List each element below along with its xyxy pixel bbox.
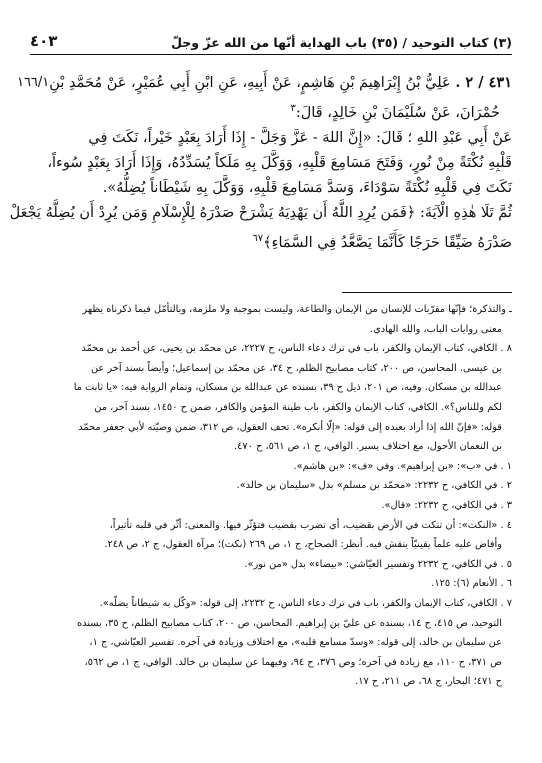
- hadith-text: [9, 70, 512, 288]
- footnote-line: التوحيد، ص ٤١٥، ح ١٤، بسنده عن عليّ بن إبراهيم. المحاسن، ص ٢٠٠، كتاب مصابيح الظلم، ح ٣٥، بسنده: [77, 617, 502, 629]
- footnote-marker-6: ٦: [252, 232, 258, 244]
- footnote-line: عبدالله بن مسكان. وفيه، ص ٢٠١، ذيل ح ٣٩، بسنده عن عبدالله بن مسكان، وتمام الرواية فيه: «يا ثابت ما: [73, 382, 502, 394]
- footnote-line: عن سليمان بن خالد، إلى قوله: «وسدّ مسامع قلبه»، مع اختلاف وزيادة في آخره. تفسير العيّاشي، ج ١،: [89, 637, 502, 649]
- footnote-line: ٨ . الكافي، كتاب الإيمان والكفر، باب في ترك دعاء الناس، ح ٢٢٢٧، عن محمّد بن يحيى، عن أحمد بن محمّد: [81, 343, 512, 355]
- running-title: (٣) كتاب التوحيد / (٣٥) باب الهداية أنّها من الله عزّ وجلّ: [171, 35, 512, 50]
- matn-line-1: [30, 126, 512, 151]
- footnote-line: ٢ . في الكافي، ح ٢٢٣٢: «محمّد بن مسلم» بدل «سليمان بن خالد».: [236, 480, 512, 492]
- footnote-line: ٤ . «النكت»: أن تنكت في الأرض بقضيب، أي تضرب بقضيب فتؤثّر فيها. والمعنى: أثّر في قلبه تأثيراً،: [109, 519, 512, 531]
- footnote-line: وأفاض عليه علماً يقينيّاً ينقش فيه. أنظر: الصحاح، ج ١، ص ٢٦٩ (نكت)؛ مرآة العقول، ج ٢، ص ٢٤٨.: [104, 539, 502, 551]
- volume-reference: ١٦٦/١: [16, 75, 50, 90]
- isnad-line-2: [30, 96, 512, 126]
- matn-line-2: [30, 151, 512, 176]
- matn-line-5: [30, 226, 512, 256]
- matn-text-4: ثُمَّ تَلَا هٰذِهِ الْآيَةَ: ﴿فَمَن يُرِدِ اللَّهُ أَن يَهْدِيَهُ يَشْرَحْ صَدْرَهُ لِلْإِسْلَامِ وَمَن يُرِدْ أَن يُضِلَّهُ يَجْعَلْ: [9, 204, 512, 221]
- isnad-line-1: [16, 70, 512, 96]
- footnote-line: ٦ . الأنعام (٦): ١٢٥.: [431, 578, 512, 590]
- footnote-line: ٣ . في الكافي، ح ٢٢٣٢: «قال».: [381, 499, 512, 511]
- matn-line-4: [9, 201, 512, 226]
- footnote-line: معنى روايات الباب، والله الهادي.: [370, 323, 502, 335]
- matn-text-3: نَكَتَ فِي قَلْبِهِ نُكْتَةً سَوْدَاءَ، وَسَدَّ مَسَامِعَ قَلْبِهِ، وَوَكَّلَ بِهِ شَيْطَاناً يُضِلُّهُ».: [102, 179, 512, 196]
- matn-text-5: صَدْرَهُ ضَيِّقًا حَرَجًا كَأَنَّمَا يَصَّعَّدُ فِي السَّمَاءِ﴾: [263, 234, 512, 251]
- page-header: [30, 28, 512, 55]
- isnad-text-1: عَلِيُّ بْنُ إِبْرَاهِيمَ بْنِ هَاشِمٍ، عَنْ أَبِيهِ، عَنِ ابْنِ أَبِي عُمَيْرٍ، عَنْ مُحَمَّدِ بْنِ: [49, 75, 451, 91]
- page-number: ٤٠٣: [30, 32, 58, 50]
- footnote-line: قوله: «فإنّ الله إذا أراد بعبده إلى قوله: «إلّا أنكره». تحف العقول، ص ٣١٢، ضمن وصيّته لأبي جعفر محمّد: [78, 421, 502, 433]
- footnote-line: لكم وللناس؟». الكافي، كتاب الإيمان والكفر، باب طينة المؤمن والكافر، ضمن ح ١٤٥٠، بسند آخر، من: [94, 401, 502, 413]
- footnotes-section: [30, 300, 512, 740]
- footnote-line: ١ . في «ب»: «بن إبراهيم». وفي «ف»: «بن هاشم».: [293, 460, 512, 472]
- footnote-line: ح ٤٧١؛ البحار، ج ٦٨، ص ٢١١، ح ١٧.: [355, 676, 502, 688]
- footnote-line: بن النعمان الأحول، مع اختلاف يسير. الوافي، ج ١، ص ٥٦١، ح ٤٧٠.: [234, 441, 502, 453]
- isnad-line-1-text: [49, 70, 512, 96]
- footnote-line: ٧ . الكافي، كتاب الإيمان والكفر، باب في ترك دعاء الناس، ح ٢٢٣٢، إلى قوله: «وكّل به شيطاناً يضلّه».: [99, 597, 512, 609]
- isnad-text-2: حُمْرَانَ، عَنْ سُلَيْمَانَ بْنِ خَالِدٍ، قَالَ:: [295, 104, 500, 121]
- footnote-line: ـ والتذكرة؛ فإنّها مقرّبات للإنسان من الإيمان والطاعة، وليست بموجبة ولا ملزمة، وبالتأمّل فيما ذكرناه يظهر: [82, 304, 512, 315]
- footnote-marker-7: ٧: [257, 232, 264, 244]
- footnote-line: ٥ . في الكافي، ح ٢٢٣٢ وتفسير العيّاشي: «بيضاء» بدل «من نور».: [244, 558, 512, 570]
- matn-text-2: قَلْبِهِ نُكْتَةً مِنْ نُورٍ، وَفَتَحَ مَسَامِعَ قَلْبِهِ، وَوَكَّلَ بِهِ مَلَكاً يُسَدِّدُهُ، وَإِذَا أَرَادَ بِعَبْدٍ سُوءاً،: [47, 154, 512, 171]
- footnote-line: بن عيسى. المحاسن، ص ٢٠٠، كتاب مصابيح الظلم، ح ٣٤، عن محمّد بن إسماعيل؛ وأيضاً بسند آخر عن: [90, 362, 502, 374]
- hadith-number: ٤٣١ / ٢ .: [455, 74, 512, 91]
- footnote-line: ص ٣٧١، ح ١١٠، مع زيادة في آخره؛ وص ٣٧٦، ح ٩٤، وفيهما عن سليمان بن خالد. الوافي، ج ١، ص ٥٦٢،: [84, 656, 502, 668]
- matn-text-1: عَنْ أَبِي عَبْدِ اللهِ ؛ قَالَ: «إِنَّ اللهَ - عَزَّ وَجَلَّ - إِذَا أَرَادَ بِعَبْدٍ خَيْراً، نَكَتَ فِي: [88, 129, 512, 146]
- footnote-divider: [342, 292, 512, 293]
- matn-line-3: [30, 176, 512, 201]
- footnote-marker-3: ٣: [290, 103, 296, 114]
